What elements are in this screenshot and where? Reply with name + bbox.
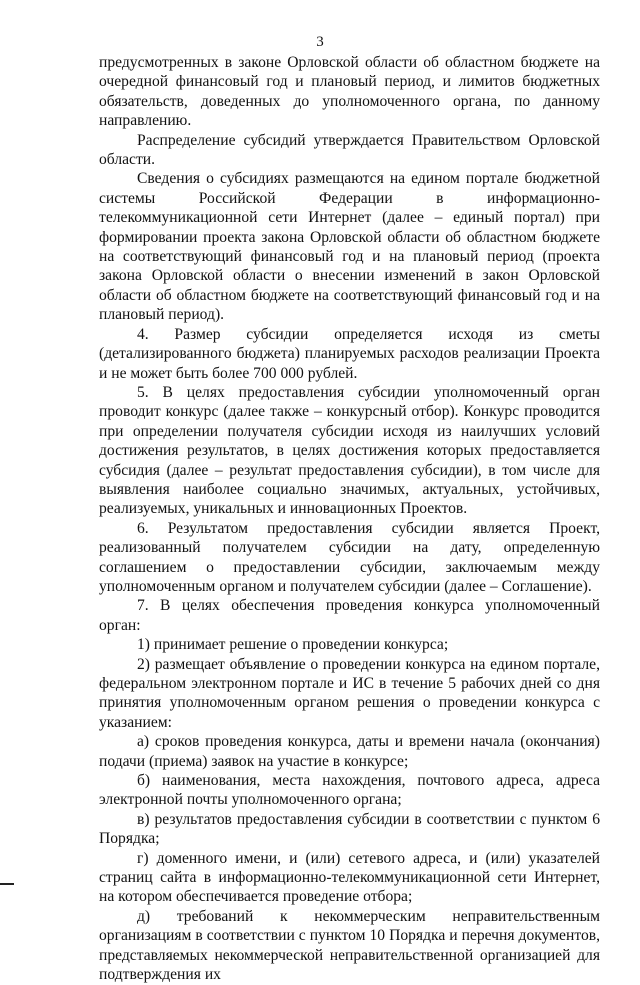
- paragraph-subitem-b: б) наименования, места нахождения, почтового адреса, адреса электронной почты уполномоченного органа;: [99, 772, 600, 809]
- paragraph-item-7: 7. В целях обеспечения проведения конкурса уполномоченный орган:: [99, 597, 600, 634]
- page-number: 3: [316, 34, 324, 50]
- paragraph-item-5: 5. В целях предоставления субсидии уполномоченный орган проводит конкурс (далее также – конкурсный отбор). Конкурс проводится при определении получателя субсидии исходя из наилучших условий достижения результатов, в целях достижения которых предоставляется субсидия (далее – результат предоставления субсидии), в том числе для выявления наиболее социально значимых, актуальных, устойчивых, реализуемых, уникальных и инновационных Проектов.: [99, 383, 600, 518]
- margin-dash-mark: [0, 883, 14, 885]
- document-body: [99, 53, 600, 985]
- paragraph-subitem-g: г) доменного имени, и (или) сетевого адреса, и (или) указателей страниц сайта в информационно-телекоммуникационной сети Интернет, на котором обеспечивается проведение отбора;: [99, 849, 600, 906]
- paragraph-subitem-v: в) результатов предоставления субсидии в соответствии с пунктом 6 Порядка;: [99, 810, 600, 848]
- paragraph-distribution: Распределение субсидий утверждается Правительством Орловской области.: [99, 131, 600, 169]
- paragraph-item-6: 6. Результатом предоставления субсидии является Проект, реализованный получателем субсидии на дату, определенную соглашением о предоставлении субсидии, заключаемым между уполномоченным органом и получателем субсидии (далее – Соглашение).: [99, 519, 600, 595]
- paragraph-continuation: предусмотренных в законе Орловской области об областном бюджете на очередной финансовый год и плановый период, и лимитов бюджетных обязательств, доведенных до уполномоченного органа, по данному направлению.: [99, 54, 600, 130]
- paragraph-subsidy-info: Сведения о субсидиях размещаются на едином портале бюджетной системы Российской Федерации в информационно-телекоммуникационной сети Интернет (далее – единый портал) при формировании проекта закона Орловской области об областном бюджете на соответствующий финансовый год и на плановый период (проекта закона Орловской области о внесении изменений в закон Орловской области об областном бюджете на соответствующий финансовый год и на плановый период).: [99, 170, 600, 324]
- paragraph-subitem-d: д) требований к некоммерческим неправительственным организациям в соответствии с пунктом 10 Порядка и перечня документов, представляемых некоммерческой неправительственной организацией для подтверждения их: [99, 907, 600, 984]
- paragraph-subitem-a: а) сроков проведения конкурса, даты и времени начала (окончания) подачи (приема) заявок на участие в конкурсе;: [99, 733, 600, 770]
- paragraph-item-7-2: 2) размещает объявление о проведении конкурса на едином портале, федеральном электронном портале и ИС в течение 5 рабочих дней со дня принятия уполномоченным органом решения о проведении конкурса с указанием:: [99, 655, 600, 731]
- paragraph-item-4: 4. Размер субсидии определяется исходя из сметы (детализированного бюджета) планируемых расходов реализации Проекта и не может быть более 700 000 рублей.: [99, 325, 600, 382]
- paragraph-item-7-1: 1) принимает решение о проведении конкурса;: [137, 636, 449, 654]
